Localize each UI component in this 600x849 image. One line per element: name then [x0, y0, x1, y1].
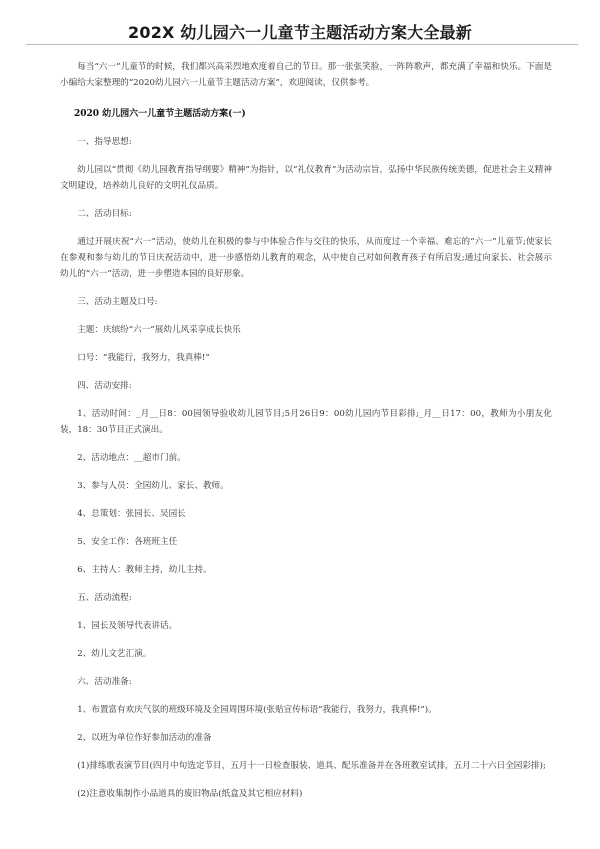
- paragraph-guiding-ideology: 幼儿园以“贯彻《幼儿园教育指导纲要》精神”为指针，以“礼仪教育”为活动宗旨，弘扬中华民族传统美德，促进社会主义精神文明建设，培养幼儿良好的文明礼仪品质。: [60, 165, 552, 191]
- preparation-item-class: 2、以班为单位作好参加活动的准备: [77, 733, 212, 743]
- preparation-subitem-rehearsal: (1)排练歌表演节目(四月中旬选定节目，五月十一日检查服装、道具、配乐准备并在各班教室试排，五月二十六日全园彩排);: [77, 761, 546, 771]
- heading-guiding-ideology: 一、指导思想:: [77, 137, 132, 147]
- preparation-subitem-props: (2)注意收集制作小品道具的废旧物品(纸盒及其它相应材料): [77, 789, 303, 799]
- arrangement-item-safety: 5、安全工作：各班班主任: [77, 537, 178, 547]
- process-item-speech: 1、园长及领导代表讲话。: [77, 621, 178, 631]
- document-title: 202X 幼儿园六一儿童节主题活动方案大全最新: [128, 23, 472, 42]
- intro-paragraph: 每当“六一”儿童节的时候，我们都兴高采烈地欢度着自己的节日。那一张张笑脸，一阵阵歌声，都充满了幸福和快乐。下面是小编给大家整理的“2020幼儿园六一儿童节主题活动方案”，欢迎阅读，仅供参考。: [60, 62, 552, 88]
- slogan-line: 口号：“我能行，我努力，我真棒!”: [77, 353, 210, 363]
- heading-activity-goals: 二、活动目标:: [77, 209, 132, 219]
- heading-activity-arrangement: 四、活动安排:: [77, 381, 132, 391]
- arrangement-item-time: 1、活动时间：_月__日8：00园领导验收幼儿园节目;5月26日9：00幼儿园内节目彩排;_月__日17：00，教师为小朋友化装，18：30节目正式演出。: [60, 409, 552, 435]
- heading-activity-preparation: 六、活动准备:: [77, 677, 132, 687]
- paragraph-activity-goals: 通过开展庆祝“六一”活动，使幼儿在积极的参与中体验合作与交往的快乐，从而度过一个幸福、难忘的“六一”儿童节;使家长在参观和参与幼儿的节日庆祝活动中，进一步感悟幼儿教育的观念，从中使自己对如何教育孩子有所启发;通过向家长、社会展示幼儿的“六一”活动，进一步塑造本园的良好形象。: [60, 237, 552, 279]
- process-item-performance: 2、幼儿文艺汇演。: [77, 649, 152, 659]
- preparation-item-environment: 1、布置富有欢庆气氛的班级环境及全园周围环境(张贴宣传标语“我能行，我努力，我真棒!”)。: [77, 705, 437, 715]
- heading-theme-slogan: 三、活动主题及口号:: [77, 297, 158, 307]
- arrangement-item-host: 6、主持人：教师主持，幼儿主持。: [77, 565, 212, 575]
- arrangement-item-location: 2、活动地点：__超市门前。: [77, 453, 186, 463]
- theme-line: 主题：庆缤纷“六一”展幼儿风采享成长快乐: [77, 325, 241, 335]
- heading-activity-process: 五、活动流程:: [77, 593, 132, 603]
- title-divider: [26, 44, 578, 45]
- document-body: [60, 59, 552, 802]
- arrangement-item-participants: 3、参与人员：全园幼儿、家长、教师。: [77, 481, 229, 491]
- section-title: 2020 幼儿园六一儿童节主题活动方案(一): [74, 109, 246, 119]
- arrangement-item-planner: 4、总策划：张园长、吴园长: [77, 509, 186, 519]
